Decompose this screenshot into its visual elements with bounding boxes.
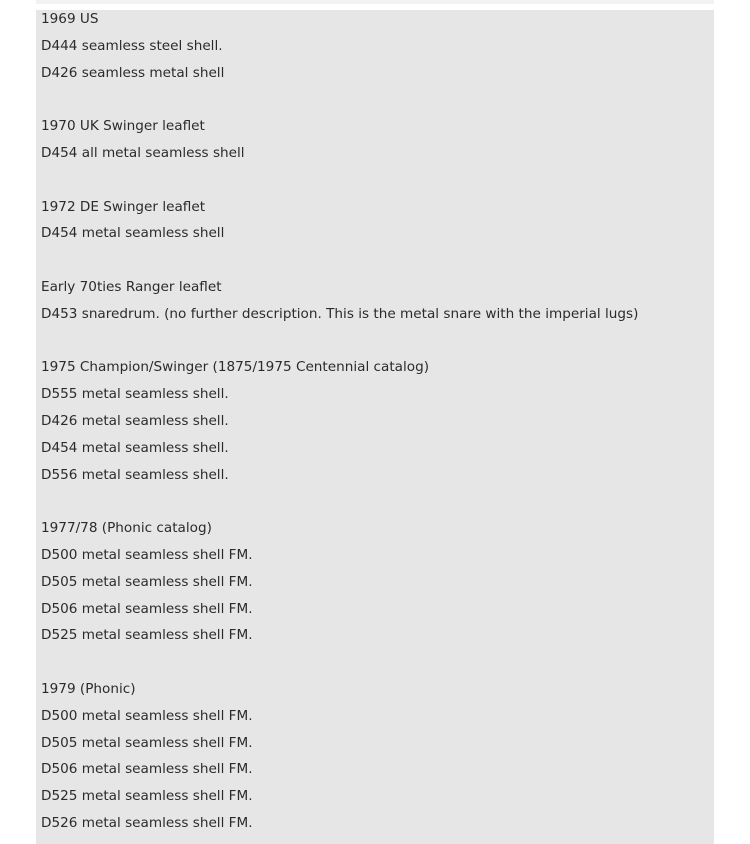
post-line: D454 metal seamless shell	[41, 225, 225, 242]
blank-line	[41, 492, 714, 519]
post-line: 1972 DE Swinger leaflet	[41, 198, 206, 215]
post-line: D426 seamless metal shell	[41, 64, 225, 81]
post-line: 1970 UK Swinger leaflet	[41, 118, 205, 135]
post-line: D500 metal seamless shell FM.	[41, 546, 253, 563]
blank-line	[41, 332, 714, 359]
post-line: 1977/78 (Phonic catalog)	[41, 520, 212, 537]
blank-line	[41, 653, 714, 680]
post-line: D444 seamless steel shell.	[41, 37, 223, 54]
post-line: D556 metal seamless shell.	[41, 466, 229, 483]
post-line: D454 all metal seamless shell	[41, 144, 245, 161]
post-line: D500 metal seamless shell FM.	[41, 707, 253, 724]
post-line: 1975 Champion/Swinger (1875/1975 Centennial catalog)	[41, 359, 430, 376]
post-line: D525 metal seamless shell FM.	[41, 788, 253, 805]
post-line: D505 metal seamless shell FM.	[41, 734, 253, 751]
post-line: D506 metal seamless shell FM.	[41, 761, 253, 778]
post-content-block	[36, 10, 714, 844]
post-line: Early 70ties Ranger leaflet	[41, 278, 222, 295]
blank-line	[41, 251, 714, 278]
post-line: D505 metal seamless shell FM.	[41, 573, 253, 590]
blank-line	[41, 171, 714, 198]
post-line: D555 metal seamless shell.	[41, 386, 229, 403]
top-divider	[36, 0, 714, 4]
post-line: 1979 (Phonic)	[41, 680, 136, 697]
post-line: D526 metal seamless shell FM.	[41, 814, 253, 831]
blank-line	[41, 90, 714, 117]
post-line: D454 metal seamless shell.	[41, 439, 229, 456]
post-line: D525 metal seamless shell FM.	[41, 627, 253, 644]
post-line: D426 metal seamless shell.	[41, 412, 229, 429]
post-line: D453 snaredrum. (no further description. This is the metal snare with the imperial lugs)	[41, 305, 639, 322]
post-line: D506 metal seamless shell FM.	[41, 600, 253, 617]
post-line: 1969 US	[41, 11, 99, 27]
post-text	[41, 10, 714, 841]
